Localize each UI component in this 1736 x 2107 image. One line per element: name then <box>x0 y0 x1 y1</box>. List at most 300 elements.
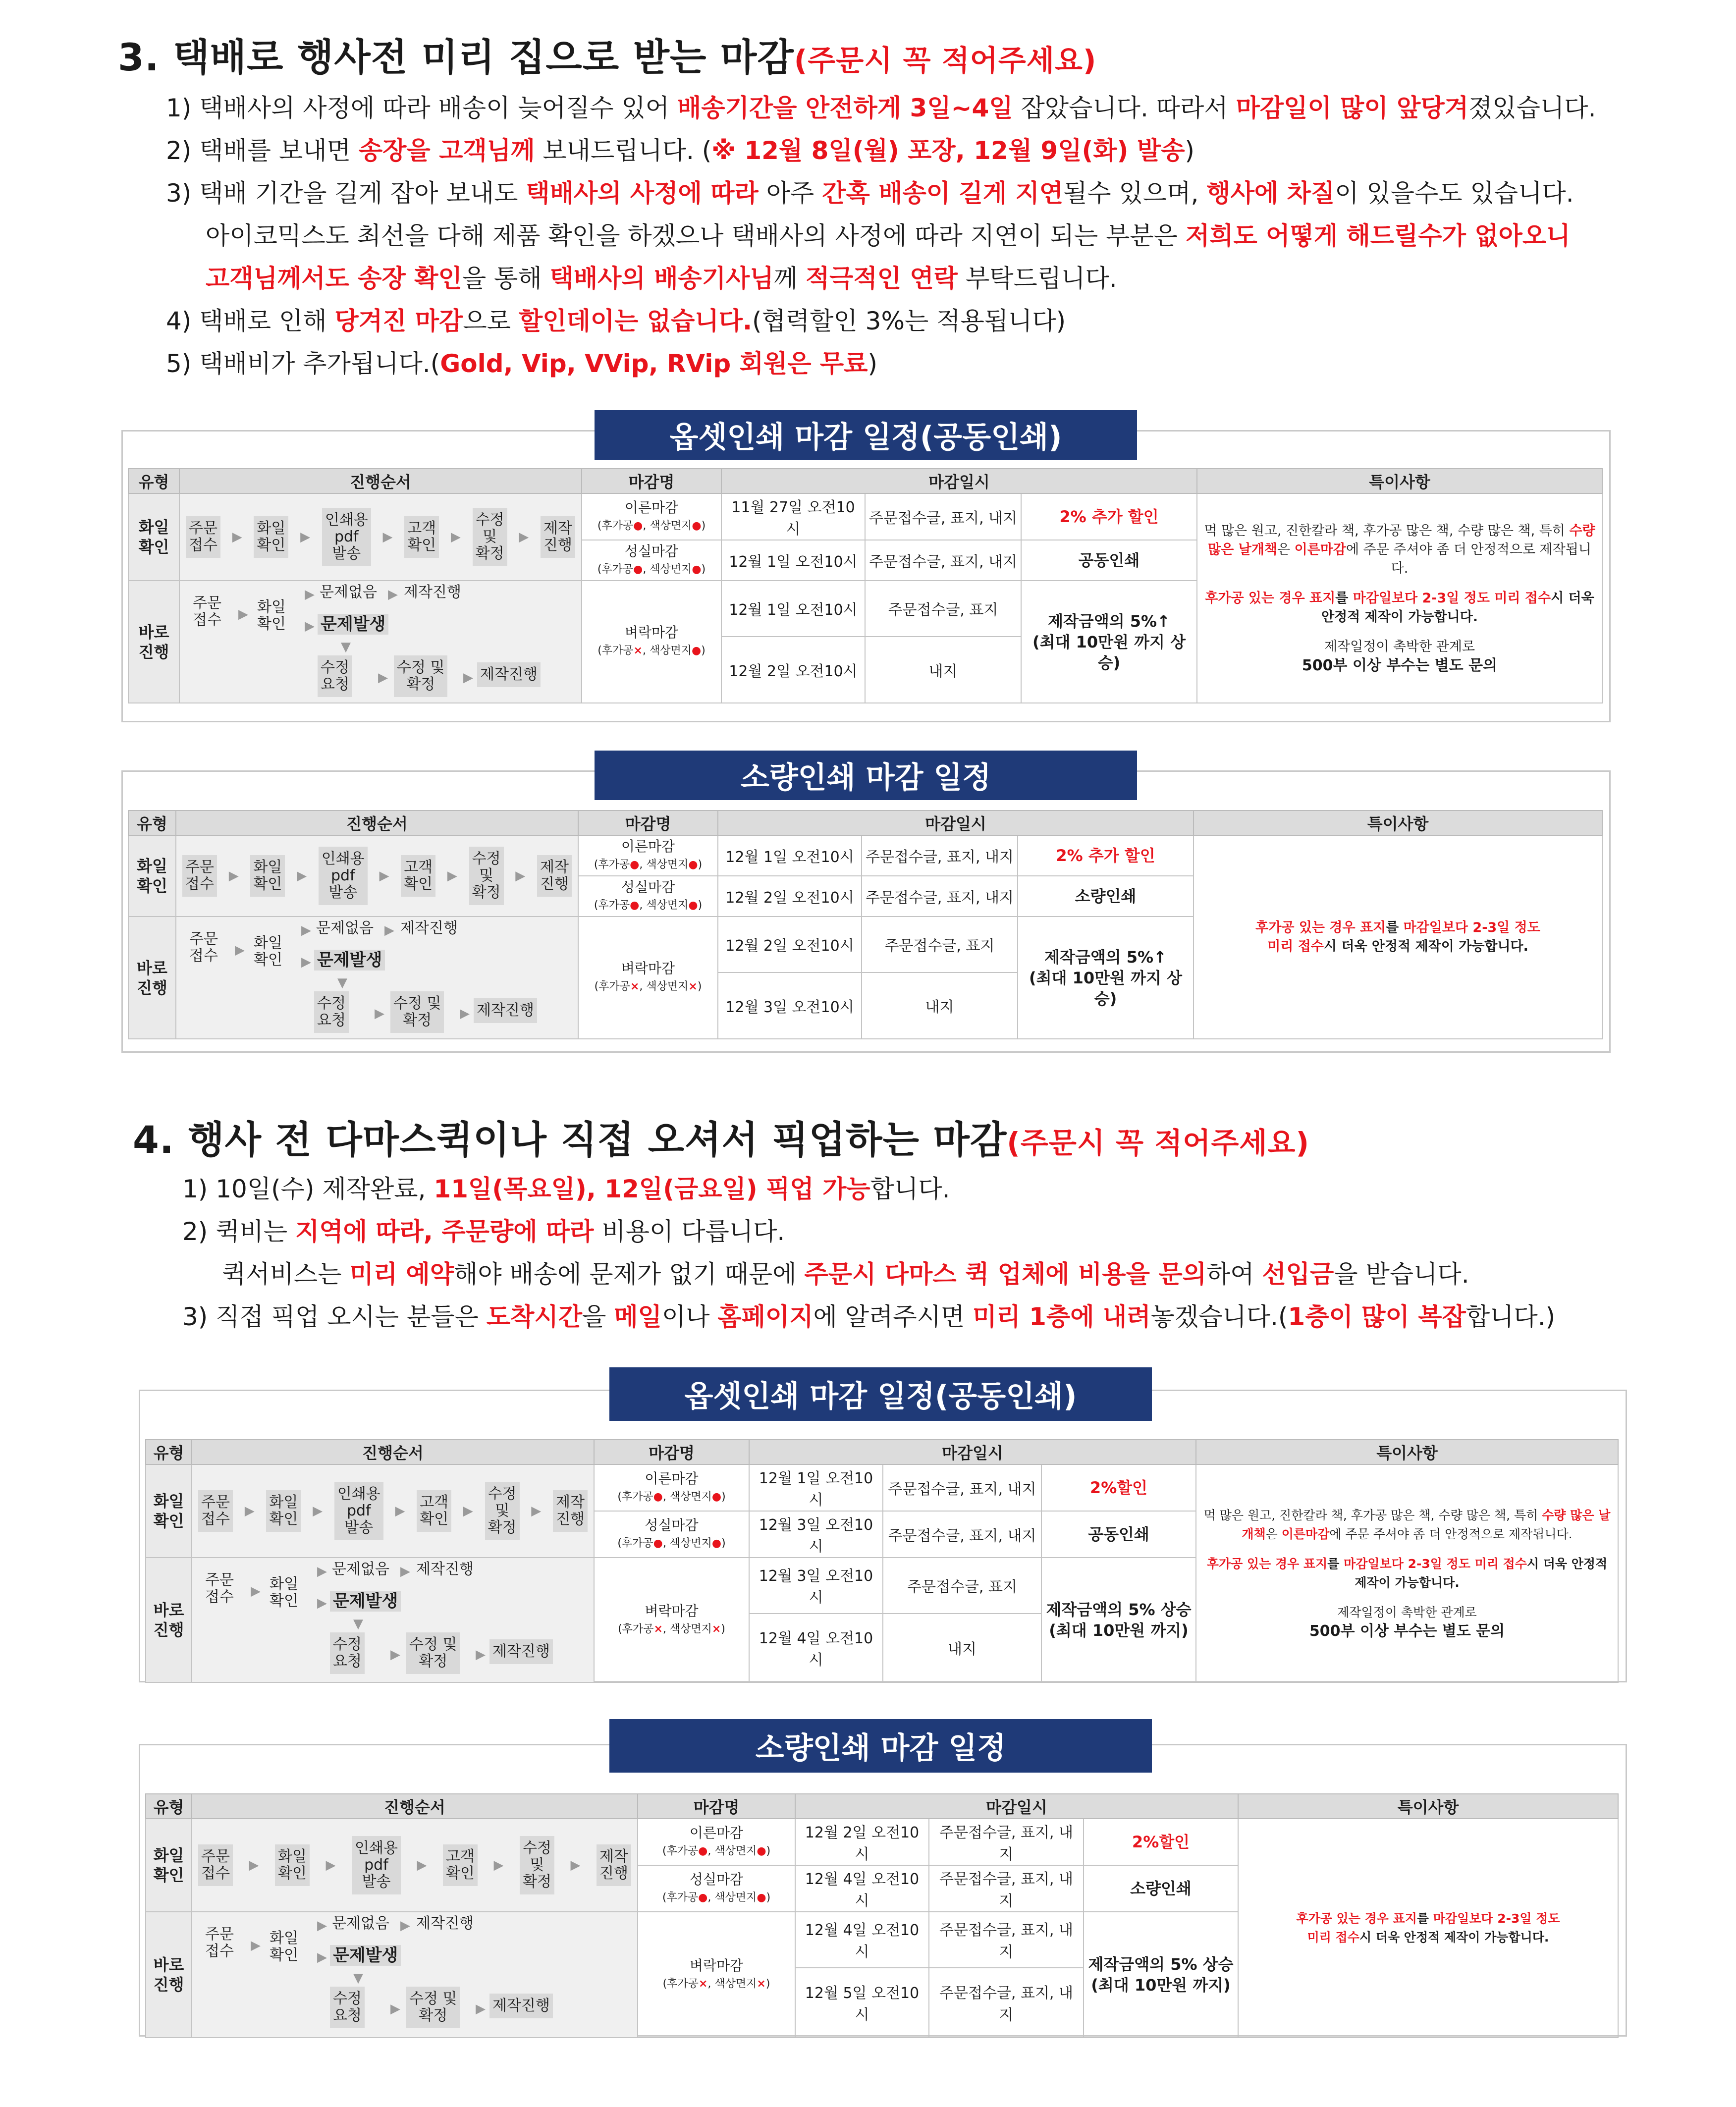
section3-title-text: 3. 택배로 행사전 미리 집으로 받는 마감 <box>118 35 794 79</box>
red-dot-icon: ● <box>691 645 702 657</box>
row-result-cliff: 제작금액의 5%↑ (최대 10만원 까지 상승) <box>1021 581 1197 703</box>
row-scope: 주문접수글, 표지, 내지 <box>929 1865 1084 1912</box>
sub-text: (후가공 <box>618 1622 654 1635</box>
header-deadline: 마감명 <box>594 1440 749 1464</box>
plain-text: 를 <box>1386 919 1404 935</box>
red-x-icon: × <box>757 1977 766 1990</box>
flow-request-step: 수정 요청 <box>330 1632 365 1674</box>
header-process: 진행순서 <box>179 469 582 493</box>
arrow-down-icon: ▼ <box>353 1617 363 1631</box>
arrow-right-icon: ▶ <box>301 955 311 970</box>
section3-item <box>166 87 1596 129</box>
flow-request-step: 수정 요청 <box>330 1987 365 2028</box>
flow-check-step: 화일 확인 <box>257 598 286 633</box>
plain-text: 놓겠습니다.( <box>1150 1302 1288 1331</box>
deadline-sincere-sub <box>594 899 702 912</box>
plain-text: 에 주문 주셔야 좀 더 안정적으로 제작됩니다. <box>1346 541 1591 576</box>
plain-text: 을 <box>582 1302 614 1331</box>
arrow-right-icon: ▶ <box>384 923 394 938</box>
highlight-text: 선입금 <box>1262 1260 1334 1289</box>
row-date: 12월 3일 오전10시 <box>749 1558 883 1614</box>
flow-make-step: 제작진행 <box>489 1994 553 2018</box>
arrow-right-icon: ▶ <box>476 2001 486 2016</box>
flow-step: 제작 진행 <box>541 516 575 558</box>
sub-text: (후가공 <box>597 645 634 657</box>
highlight-text: 간혹 배송이 길게 지연 <box>822 179 1064 208</box>
flow-check-step: 화일 확인 <box>254 934 282 969</box>
sub-text: , 색상면지 <box>662 1490 712 1503</box>
sub-text: ) <box>701 563 706 576</box>
deadline-early-sub <box>617 1491 725 1503</box>
arrow-right-icon: ▶ <box>400 1564 410 1579</box>
arrow-right-icon: ▶ <box>244 1504 255 1518</box>
highlight-text: 홈페이지 <box>717 1302 814 1331</box>
deadline-cliff <box>582 581 721 703</box>
plain-text: 1) 10일(수) 제작완료, <box>182 1175 434 1203</box>
plain-text: 이 있을수도 있습니다. <box>1335 179 1574 208</box>
arrow-right-icon: ▶ <box>476 1647 486 1662</box>
type-direct: 바로 진행 <box>128 917 176 1039</box>
notes-para-postprocess <box>1199 1555 1615 1592</box>
highlight-text: 미리 예약 <box>349 1260 454 1289</box>
arrow-right-icon: ▶ <box>378 670 388 685</box>
plain-text: 를 <box>1327 1557 1344 1571</box>
flow-confirm <box>192 1464 594 1558</box>
flow-check-step: 화일 확인 <box>270 1930 298 1964</box>
arrow-right-icon: ▶ <box>251 1584 261 1599</box>
plain-text: 될수 있으며, <box>1063 179 1207 208</box>
header-process: 진행순서 <box>192 1440 594 1464</box>
plain-text: 아주 <box>758 179 822 208</box>
plain-text: 으로 <box>463 307 519 335</box>
highlight-text: 11일(목요일), 12일(금요일) 픽업 가능 <box>434 1175 870 1203</box>
notes-para-postprocess <box>1242 1909 1615 1947</box>
section3-item <box>166 129 1596 172</box>
row-scope: 내지 <box>862 972 1018 1039</box>
red-x-icon: × <box>630 980 640 993</box>
flow-step: 화일 확인 <box>254 516 288 558</box>
flow-step: 인쇄용 pdf 발송 <box>322 508 371 566</box>
sub-text: ) <box>766 1891 771 1904</box>
notes-para-early <box>1199 1506 1615 1544</box>
flow-step: 고객 확인 <box>404 516 439 558</box>
red-dot-icon: ● <box>711 1537 722 1550</box>
deadline-cliff-label: 벼락마감 <box>689 1957 744 1974</box>
red-x-icon: × <box>688 980 698 993</box>
plain-text: 먹 많은 원고, 진한칼라 책, 후가공 많은 책, 수량 많은 책, 특히 <box>1203 1508 1542 1522</box>
sub-text: , 색상면지 <box>642 645 692 657</box>
plain-text: 보내드립니다. ( <box>535 136 712 165</box>
sub-text: ) <box>698 899 703 912</box>
sub-text: ) <box>697 980 702 993</box>
deadline-early <box>638 1819 795 1865</box>
arrow-right-icon: ▶ <box>375 1006 384 1021</box>
plain-text: 졌있습니다. <box>1468 94 1596 122</box>
section4-note: (주문시 꼭 적어주세요) <box>1007 1126 1309 1160</box>
plain-text: 퀵서비스는 <box>222 1260 350 1289</box>
deadline-sincere-label: 성실마감 <box>645 1516 699 1533</box>
row-result: 2%할인 <box>1084 1819 1238 1865</box>
row-result: 2% 추가 할인 <box>1021 493 1197 540</box>
flow-step: 수정 및 확정 <box>473 508 507 566</box>
arrow-right-icon: ▶ <box>388 587 398 602</box>
header-notes: 특이사항 <box>1194 810 1602 835</box>
highlight-text: 주문시 다마스 퀵 업체에 비용을 문의 <box>804 1260 1206 1289</box>
header-process: 진행순서 <box>192 1794 638 1819</box>
deadline-cliff-sub <box>597 645 705 657</box>
sub-text: ) <box>701 645 705 657</box>
flow-problem-step: 문제발생 <box>330 1945 401 1966</box>
sub-text: (후가공 <box>594 980 630 993</box>
row-date: 12월 5일 오전10시 <box>795 1968 929 2038</box>
arrow-right-icon: ▶ <box>382 530 393 544</box>
red-x-icon: × <box>711 1622 721 1635</box>
arrow-right-icon: ▶ <box>570 1858 581 1873</box>
header-notes: 특이사항 <box>1196 1440 1618 1464</box>
arrow-right-icon: ▶ <box>531 1504 542 1518</box>
header-datetime: 마감일시 <box>749 1440 1196 1464</box>
notes-bulk-inquiry: 500부 이상 부수는 별도 문의 <box>1302 656 1498 674</box>
plain-text: 에 알려주시면 <box>813 1302 973 1331</box>
row-scope: 주문접수글, 표지, 내지 <box>862 835 1018 876</box>
plain-text: 1) 택배사의 사정에 따라 배송이 늦어질수 있어 <box>166 94 677 122</box>
arrow-right-icon: ▶ <box>400 1918 410 1933</box>
section3-title <box>118 27 1096 81</box>
flow-make-step: 제작진행 <box>489 1639 553 1664</box>
header-datetime: 마감일시 <box>795 1794 1238 1819</box>
row-result: 공동인쇄 <box>1021 540 1197 581</box>
plain-text: 를 <box>1416 1911 1433 1926</box>
deadline-cliff-sub <box>663 1978 770 1990</box>
red-dot-icon: ● <box>688 899 698 912</box>
arrow-right-icon: ▶ <box>228 868 239 883</box>
section4-title <box>133 1110 1309 1164</box>
arrow-right-icon: ▶ <box>235 943 245 958</box>
plain-text: (협력할인 3%는 적용됩니다) <box>752 307 1066 335</box>
table-header-row <box>146 1440 1618 1464</box>
flow-direct <box>179 581 582 703</box>
deadline-sincere-sub <box>617 1537 725 1550</box>
flow-step: 제작 진행 <box>537 855 572 897</box>
arrow-right-icon: ▶ <box>317 1918 327 1933</box>
flow-order-step: 주문 접수 <box>205 1926 234 1960</box>
deadline-cliff <box>578 917 718 1039</box>
flow-ok-step: 문제없음 <box>320 584 377 601</box>
arrow-right-icon: ▶ <box>317 1596 327 1611</box>
row-scope: 주문접수글, 표지 <box>865 581 1021 637</box>
highlight-text: 수량 많은 날개책 <box>1242 1508 1611 1541</box>
row-scope: 주문접수글, 표지, 내지 <box>865 493 1021 540</box>
arrow-right-icon: ▶ <box>417 1858 427 1873</box>
deadline-early-sub <box>594 859 702 871</box>
plain-text: 은 <box>1265 1527 1282 1541</box>
flow-fix-step: 수정 및 확정 <box>390 991 444 1033</box>
plain-text: 시 더욱 안정적 제작이 가능합니다. <box>1323 938 1528 954</box>
highlight-text: 고객님께서도 송장 확인 <box>206 264 462 293</box>
section3-item <box>166 257 1596 300</box>
plain-text: 부탁드립니다. <box>958 264 1117 293</box>
flow-order-step: 주문 접수 <box>193 594 221 629</box>
sub-text: , 색상면지 <box>662 1537 712 1550</box>
row-date: 12월 2일 오전10시 <box>718 876 862 917</box>
deadline-early-label: 이른마감 <box>621 838 675 855</box>
sub-text: ) <box>765 1977 770 1990</box>
plain-text: 5) 택배비가 추가됩니다.( <box>166 349 440 378</box>
flow-step: 화일 확인 <box>250 855 285 897</box>
row-result-cliff: 제작금액의 5% 상승 (최대 10만원 까지) <box>1084 1912 1238 2038</box>
plain-text: 3) 택배 기간을 길게 잡아 보내도 <box>166 179 526 208</box>
red-x-icon: × <box>698 1977 708 1990</box>
deadline-sincere <box>638 1865 795 1912</box>
deadline-early-label: 이른마감 <box>689 1824 744 1841</box>
deadline-sincere-label: 성실마감 <box>689 1871 744 1888</box>
row-date: 12월 1일 오전10시 <box>718 835 862 876</box>
sub-text: ) <box>721 1490 726 1503</box>
flow-step: 인쇄용 pdf 발송 <box>334 1482 383 1540</box>
flow-direct <box>192 1912 638 2038</box>
arrow-right-icon: ▶ <box>317 1950 327 1965</box>
table-row <box>146 1464 1618 1511</box>
arrow-down-icon: ▼ <box>353 1971 363 1986</box>
row-scope: 내지 <box>865 637 1021 703</box>
schedule-banner <box>595 751 1137 800</box>
deadline-early <box>582 493 721 540</box>
deadline-sincere <box>582 540 721 581</box>
flow-step: 제작 진행 <box>597 1844 631 1886</box>
sub-text: (후가공 <box>594 899 630 912</box>
notes-bulk-inquiry: 500부 이상 부수는 별도 문의 <box>1309 1622 1505 1640</box>
red-x-icon: × <box>653 1622 663 1635</box>
arrow-right-icon: ▶ <box>493 1858 504 1873</box>
arrow-right-icon: ▶ <box>305 619 315 634</box>
row-scope: 주문접수글, 표지, 내지 <box>883 1464 1041 1511</box>
arrow-right-icon: ▶ <box>300 530 311 544</box>
arrow-right-icon: ▶ <box>301 923 311 938</box>
sub-text: (후가공 <box>662 1844 699 1857</box>
arrow-right-icon: ▶ <box>305 587 315 602</box>
sub-text: , 색상면지 <box>639 980 689 993</box>
sub-text: (후가공 <box>597 519 634 532</box>
deadline-early-label: 이른마감 <box>645 1470 699 1487</box>
sub-text: ) <box>701 519 706 532</box>
highlight-text: 당겨진 마감 <box>334 307 463 335</box>
header-deadline: 마감명 <box>582 469 721 493</box>
table-row <box>128 835 1602 876</box>
red-dot-icon: ● <box>711 1490 722 1503</box>
flow-step: 고객 확인 <box>417 1490 451 1532</box>
type-file-confirm: 화일 확인 <box>128 835 176 917</box>
row-scope: 내지 <box>883 1614 1041 1682</box>
sub-text: (후가공 <box>662 1891 699 1904</box>
flow-step: 화일 확인 <box>266 1490 301 1532</box>
arrow-down-icon: ▼ <box>337 975 347 990</box>
sub-text: , 색상면지 <box>707 1891 757 1904</box>
row-date: 11월 27일 오전10시 <box>721 493 865 540</box>
notes-cell <box>1196 1464 1618 1682</box>
spacer <box>1199 1544 1615 1555</box>
sub-text: , 색상면지 <box>707 1844 757 1857</box>
highlight-text: 메일 <box>614 1302 662 1331</box>
row-scope: 주문접수글, 표지, 내지 <box>862 876 1018 917</box>
plain-text: 3) 직접 픽업 오시는 분들은 <box>182 1302 487 1331</box>
plain-text: 4) 택배로 인해 <box>166 307 335 335</box>
flow-ok-step: 문제없음 <box>332 1561 389 1578</box>
plain-text: 2) 택배를 보내면 <box>166 136 359 165</box>
red-dot-icon: ● <box>698 1891 708 1904</box>
arrow-right-icon: ▶ <box>238 607 248 622</box>
deadline-cliff-label: 벼락마감 <box>645 1602 699 1619</box>
table-header-row <box>128 810 1602 835</box>
row-result-cliff: 제작금액의 5%↑ (최대 10만원 까지 상승) <box>1018 917 1194 1039</box>
highlight-text: 저희도 어떻게 해드릴수가 없아오니 <box>1185 221 1571 250</box>
row-result: 2% 추가 할인 <box>1018 835 1194 876</box>
sub-text: , 색상면지 <box>639 899 689 912</box>
row-date: 12월 1일 오전10시 <box>721 540 865 581</box>
flow-request-step: 수정 요청 <box>318 655 352 697</box>
arrow-right-icon: ▶ <box>326 1858 336 1873</box>
plain-text: 잡았습니다. 따라서 <box>1013 94 1236 122</box>
highlight-text: 후가공 있는 경우 표지 <box>1206 1557 1328 1571</box>
flow-step: 주문 접수 <box>198 1844 233 1886</box>
section3-item <box>166 342 1596 385</box>
red-dot-icon: ● <box>757 1844 766 1857</box>
flow-direct <box>192 1558 594 1682</box>
schedule-table <box>145 1439 1619 1683</box>
type-file-confirm: 화일 확인 <box>146 1464 192 1558</box>
arrow-right-icon: ▶ <box>515 868 526 883</box>
flow-ok-step: 문제없음 <box>316 919 374 937</box>
flow-step: 제작 진행 <box>553 1490 588 1532</box>
header-type: 유형 <box>146 1440 192 1464</box>
red-dot-icon: ● <box>633 519 643 532</box>
sub-text: ) <box>766 1844 771 1857</box>
flow-step: 화일 확인 <box>275 1844 310 1886</box>
red-dot-icon: ● <box>630 899 640 912</box>
plain-text: 을 통해 <box>462 264 550 293</box>
plain-text: 시 더욱 안정적 제작이 가능합니다. <box>1321 590 1594 625</box>
notes-cell <box>1194 835 1602 1039</box>
red-dot-icon: ● <box>653 1490 663 1503</box>
flow-confirm <box>179 493 582 581</box>
plain-text: 시 더욱 안정적 제작이 가능합니다. <box>1359 1930 1549 1945</box>
row-date: 12월 3일 오전10시 <box>718 972 862 1039</box>
red-dot-icon: ● <box>653 1537 663 1550</box>
deadline-cliff <box>638 1912 795 2038</box>
arrow-right-icon: ▶ <box>390 2001 400 2016</box>
arrow-right-icon: ▶ <box>251 1938 261 1953</box>
schedule-table <box>145 1793 1619 2038</box>
section3-item <box>166 300 1596 342</box>
highlight-text: 후가공 있는 경우 표지 <box>1296 1911 1417 1926</box>
deadline-sincere <box>578 876 718 917</box>
red-dot-icon: ● <box>633 563 643 576</box>
flow-fix-step: 수정 및 확정 <box>406 1987 460 2028</box>
section4-item <box>182 1210 1555 1253</box>
plain-text: 은 <box>1277 541 1295 557</box>
red-dot-icon: ● <box>698 1844 708 1857</box>
sub-text: (후가공 <box>617 1537 653 1550</box>
deadline-early-sub <box>662 1845 770 1857</box>
highlight-text: 마감일이 많이 앞당겨 <box>1236 94 1469 122</box>
red-dot-icon: ● <box>692 519 702 532</box>
header-type: 유형 <box>128 469 179 493</box>
row-date: 12월 2일 오전10시 <box>718 917 862 972</box>
flow-problem-step: 문제발생 <box>330 1591 401 1612</box>
highlight-text: 이른마감 <box>1294 541 1346 557</box>
deadline-cliff-label: 벼락마감 <box>621 960 675 976</box>
arrow-right-icon: ▶ <box>447 868 457 883</box>
notes-para-postprocess <box>1197 918 1599 956</box>
plain-text: 먹 많은 원고, 진한칼라 책, 후가공 많은 책, 수량 많은 책, 특히 <box>1204 523 1570 539</box>
deadline-cliff-sub <box>595 980 702 993</box>
flow-step: 수정 및 확정 <box>485 1482 520 1540</box>
arrow-right-icon: ▶ <box>297 868 307 883</box>
header-datetime: 마감일시 <box>718 810 1194 835</box>
row-scope: 주문접수글, 표지, 내지 <box>929 1819 1084 1865</box>
highlight-text: 배송기간을 안전하게 3일~4일 <box>677 94 1013 122</box>
row-date: 12월 2일 오전10시 <box>721 637 865 703</box>
red-dot-icon: ● <box>630 858 640 871</box>
spacer <box>1200 627 1599 638</box>
arrow-right-icon: ▶ <box>460 1006 470 1021</box>
arrow-right-icon: ▶ <box>519 530 529 544</box>
section3-note: (주문시 꼭 적어주세요) <box>794 44 1097 77</box>
deadline-cliff-label: 벼락마감 <box>624 624 679 641</box>
spacer <box>1199 1592 1615 1603</box>
header-notes: 특이사항 <box>1197 469 1602 493</box>
section3-item <box>166 215 1596 257</box>
row-result: 2%할인 <box>1041 1464 1196 1511</box>
sub-text: ) <box>721 1622 725 1635</box>
row-scope: 주문접수글, 표지, 내지 <box>865 540 1021 581</box>
flow-proceed-step: 제작진행 <box>416 1561 474 1578</box>
row-scope: 주문접수글, 표지, 내지 <box>883 1511 1041 1558</box>
highlight-text: 행사에 차질 <box>1206 179 1335 208</box>
plain-text: 시 더욱 안정적 제작이 가능합니다. <box>1355 1557 1608 1590</box>
sub-text: , 색상면지 <box>643 519 692 532</box>
deadline-sincere-sub <box>662 1891 770 1904</box>
type-direct: 바로 진행 <box>146 1912 192 2038</box>
notes-para-early <box>1200 522 1599 578</box>
row-scope: 주문접수글, 표지 <box>862 917 1018 972</box>
arrow-right-icon: ▶ <box>463 1504 473 1518</box>
arrow-right-icon: ▶ <box>390 1647 400 1662</box>
schedule-banner-title: 소량인쇄 마감 일정 <box>740 760 991 795</box>
flow-order-step: 주문 접수 <box>205 1571 234 1606</box>
plain-text: ) <box>868 349 878 378</box>
row-date: 12월 4일 오전10시 <box>795 1912 929 1968</box>
flow-proceed-step: 제작진행 <box>400 919 458 937</box>
row-result: 소량인쇄 <box>1018 876 1194 917</box>
flow-problem-step: 문제발생 <box>318 614 388 635</box>
row-date: 12월 4일 오전10시 <box>749 1614 883 1682</box>
flow-proceed-step: 제작진행 <box>416 1915 474 1932</box>
plain-text: 합니다.) <box>1465 1302 1556 1331</box>
sub-text: (후가공 <box>662 1977 699 1990</box>
red-dot-icon: ● <box>692 563 702 576</box>
schedule-banner-title: 옵셋인쇄 마감 일정(공동인쇄) <box>684 1379 1077 1414</box>
section4-item <box>182 1168 1555 1210</box>
flow-step: 수정 및 확정 <box>520 1836 554 1894</box>
red-x-icon: × <box>633 645 643 657</box>
table-row <box>128 493 1602 540</box>
deadline-early-sub <box>597 520 705 532</box>
sub-text: (후가공 <box>594 858 630 871</box>
table-header-row <box>128 469 1602 493</box>
type-file-confirm: 화일 확인 <box>128 493 179 581</box>
plain-text: 을 받습니다. <box>1334 1260 1469 1289</box>
flow-step: 고객 확인 <box>443 1844 478 1886</box>
